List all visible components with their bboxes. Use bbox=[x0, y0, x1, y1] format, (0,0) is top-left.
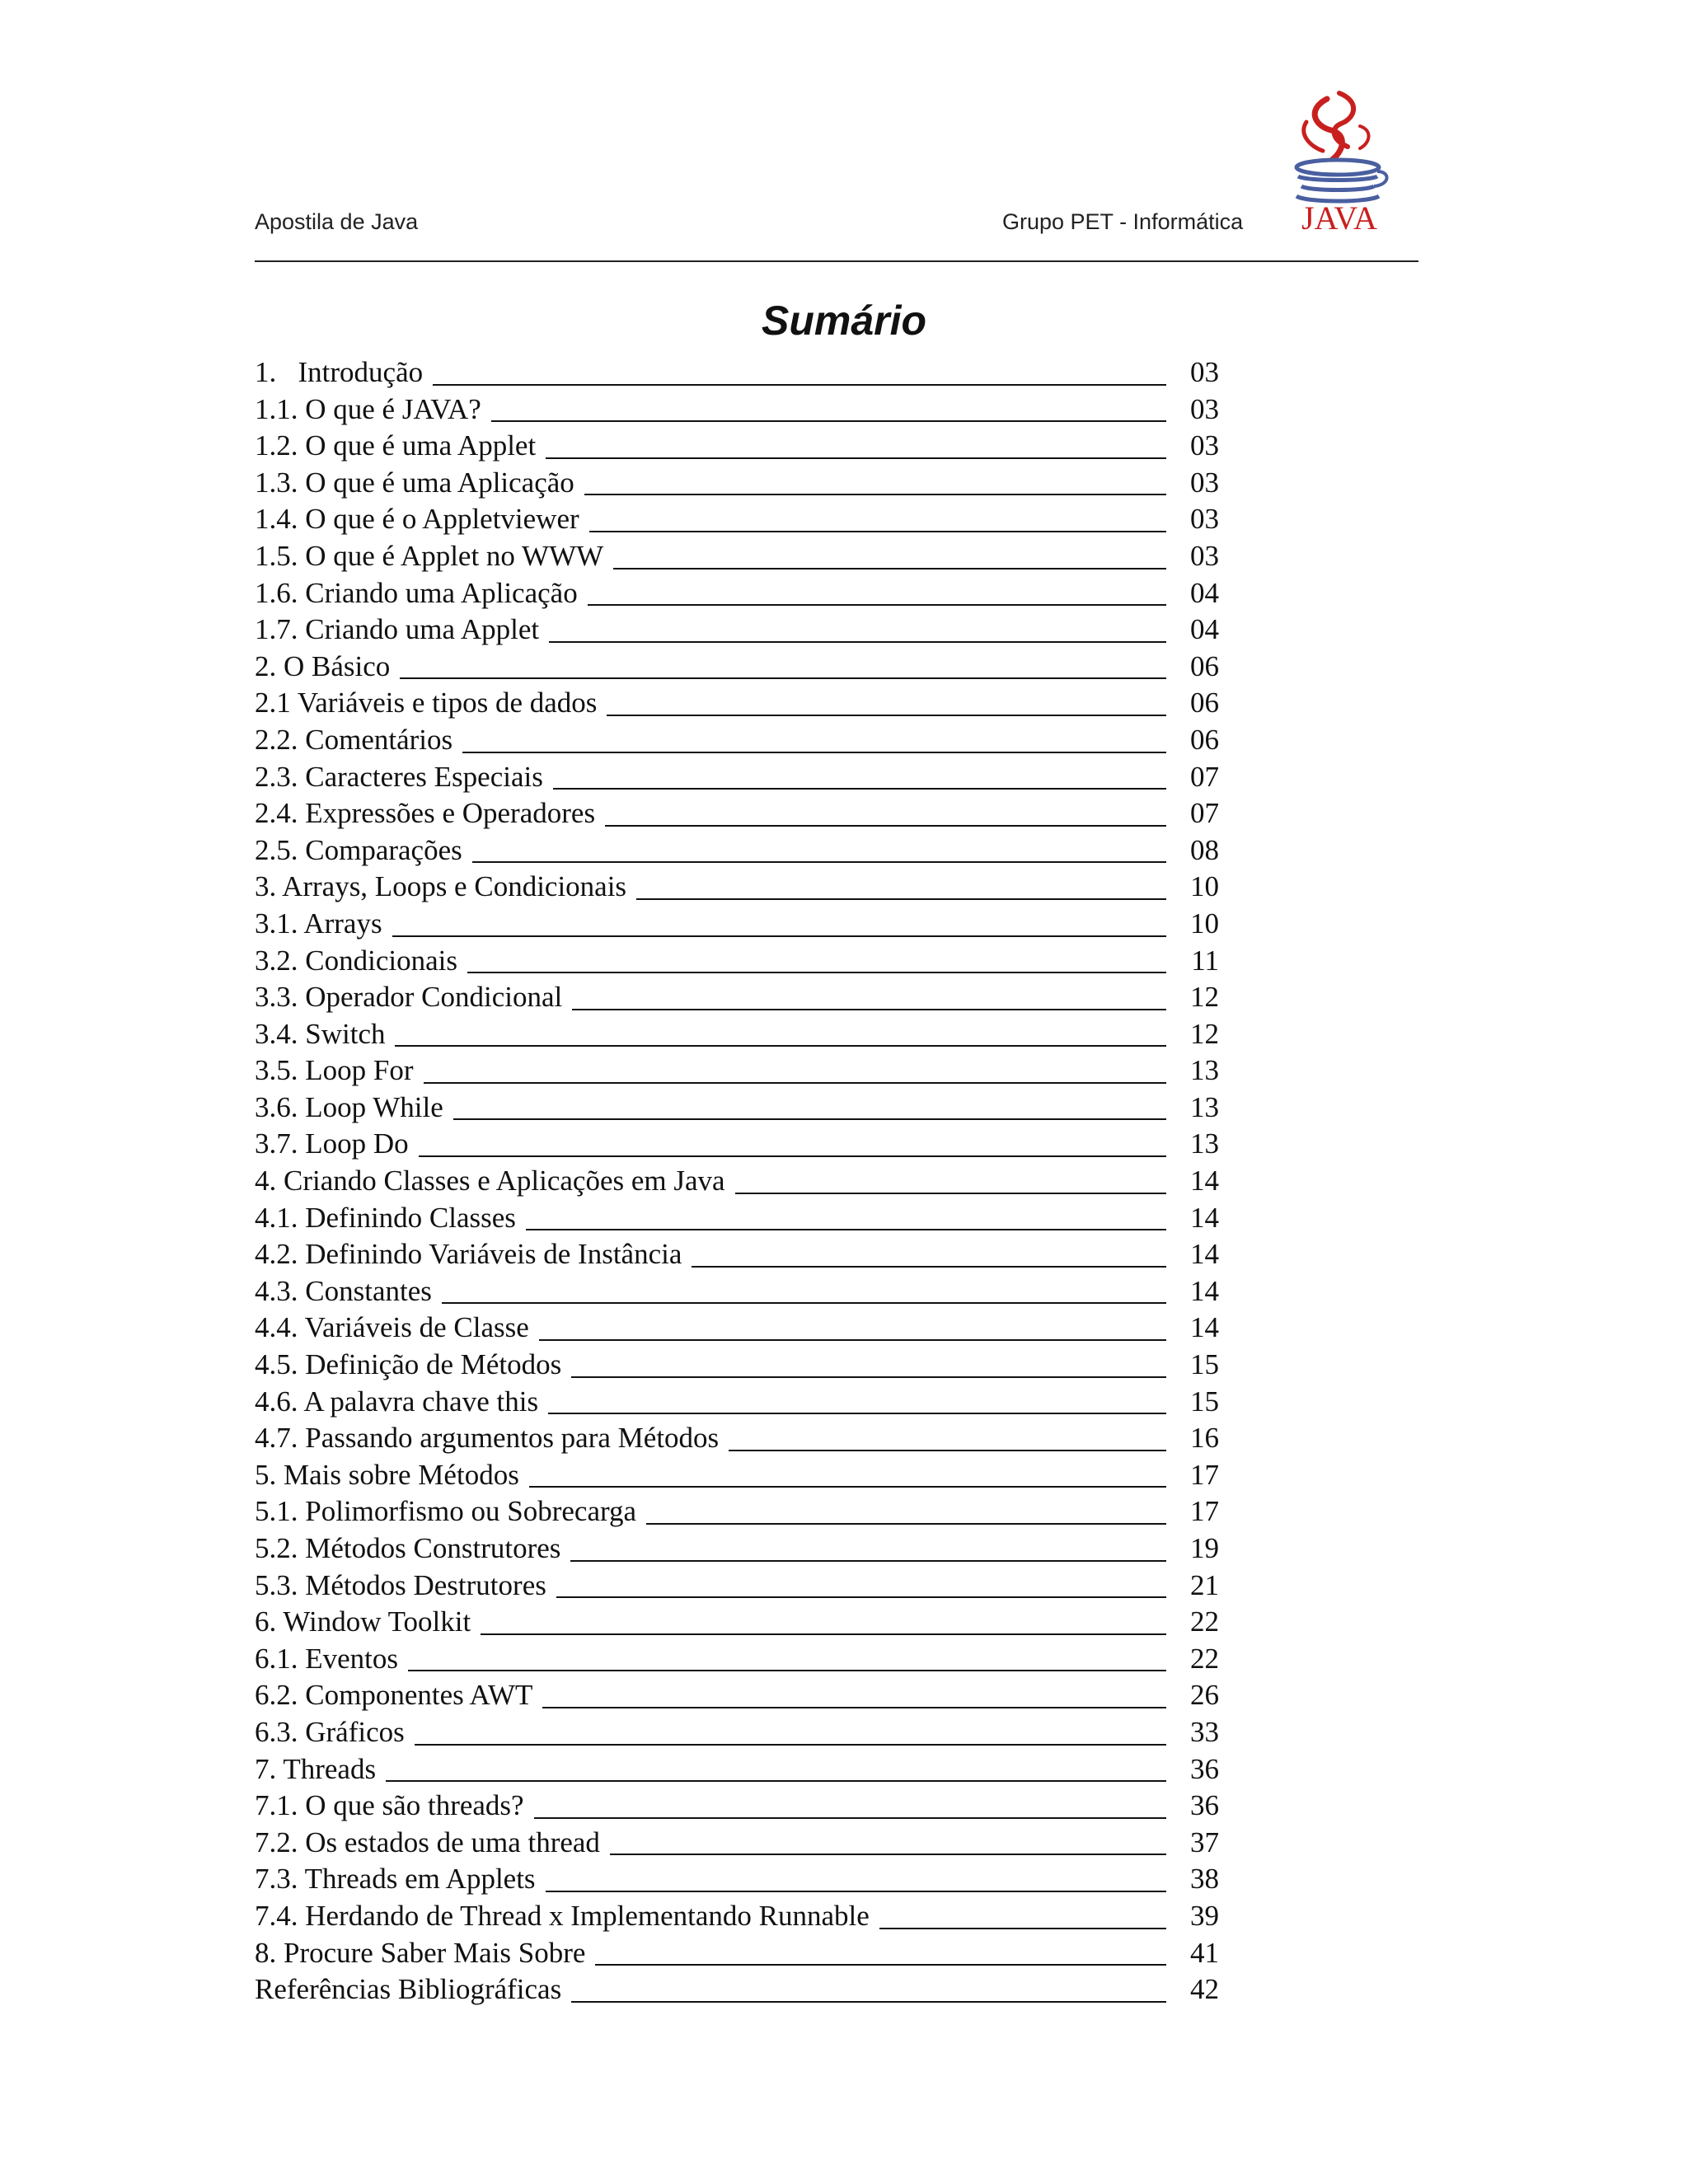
toc-entry-page: 03 bbox=[1190, 429, 1219, 462]
toc-leader-line bbox=[491, 420, 1166, 422]
toc-entry-label: 3.6. Loop While bbox=[255, 1090, 443, 1123]
toc-entry-page: 06 bbox=[1190, 723, 1219, 756]
toc-entry[interactable] bbox=[255, 1200, 1219, 1237]
toc-entry-page: 14 bbox=[1190, 1311, 1219, 1344]
toc-entry[interactable] bbox=[255, 1273, 1219, 1310]
toc-leader-line bbox=[735, 1193, 1166, 1194]
toc-entry-label: 7.1. O que são threads? bbox=[255, 1789, 524, 1822]
toc-entry[interactable] bbox=[255, 1052, 1219, 1090]
toc-entry[interactable] bbox=[255, 649, 1219, 686]
toc-entry-label: 3.4. Switch bbox=[255, 1017, 386, 1050]
toc-leader-line bbox=[646, 1523, 1166, 1525]
header-left-title: Apostila de Java bbox=[255, 209, 419, 234]
toc-entry[interactable] bbox=[255, 1971, 1219, 2008]
toc-leader-line bbox=[605, 825, 1166, 827]
toc-entry[interactable] bbox=[255, 1163, 1219, 1200]
toc-entry-label: 2.3. Caracteres Especiais bbox=[255, 760, 543, 793]
toc-entry[interactable] bbox=[255, 391, 1219, 429]
toc-entry-label: 1.1. O que é JAVA? bbox=[255, 392, 481, 425]
toc-entry[interactable] bbox=[255, 1530, 1219, 1568]
toc-leader-line bbox=[424, 1082, 1167, 1084]
toc-leader-line bbox=[879, 1928, 1166, 1929]
toc-entry-label: 5. Mais sobre Métodos bbox=[255, 1458, 519, 1491]
toc-entry[interactable] bbox=[255, 1493, 1219, 1530]
toc-entry-label: 5.3. Métodos Destrutores bbox=[255, 1568, 546, 1601]
toc-entry-page: 26 bbox=[1190, 1679, 1219, 1712]
toc-entry-page: 14 bbox=[1190, 1238, 1219, 1271]
toc-entry[interactable] bbox=[255, 1825, 1219, 1862]
toc-entry-label: 4. Criando Classes e Aplicações em Java bbox=[255, 1165, 725, 1197]
toc-entry-label: 1.5. O que é Applet no WWW bbox=[255, 539, 604, 572]
toc-entry[interactable] bbox=[255, 685, 1219, 722]
toc-leader-line bbox=[395, 1045, 1166, 1047]
toc-entry-label: 1.7. Criando uma Applet bbox=[255, 613, 540, 646]
toc-entry-label: 3. Arrays, Loops e Condicionais bbox=[255, 870, 627, 903]
toc-leader-line bbox=[692, 1266, 1166, 1268]
toc-entry-page: 03 bbox=[1190, 466, 1219, 499]
toc-leader-line bbox=[419, 1155, 1166, 1157]
toc-entry[interactable] bbox=[255, 1788, 1219, 1825]
toc-entry-page: 10 bbox=[1190, 907, 1219, 940]
toc-entry-page: 33 bbox=[1190, 1715, 1219, 1748]
toc-entry-page: 19 bbox=[1190, 1532, 1219, 1564]
toc-entry-label: 2.4. Expressões e Operadores bbox=[255, 797, 596, 830]
toc-entry-label: 1.6. Criando uma Aplicação bbox=[255, 576, 578, 609]
toc-entry-page: 15 bbox=[1190, 1385, 1219, 1418]
toc-entry-label: 4.5. Definição de Métodos bbox=[255, 1348, 562, 1381]
toc-entry-label: 7.2. Os estados de uma thread bbox=[255, 1825, 600, 1858]
toc-entry-label: 4.3. Constantes bbox=[255, 1274, 432, 1307]
toc-entry[interactable] bbox=[255, 1604, 1219, 1641]
toc-entry-page: 12 bbox=[1190, 981, 1219, 1014]
toc-leader-line bbox=[636, 898, 1166, 900]
toc-entry[interactable] bbox=[255, 1568, 1219, 1605]
toc-leader-line bbox=[400, 677, 1166, 679]
toc-entry-label: 8. Procure Saber Mais Sobre bbox=[255, 1936, 586, 1969]
toc-entry[interactable] bbox=[255, 869, 1219, 906]
toc-leader-line bbox=[386, 1780, 1166, 1782]
toc-leader-line bbox=[613, 568, 1166, 569]
toc-entry[interactable] bbox=[255, 1236, 1219, 1273]
toc-entry-label: 3.7. Loop Do bbox=[255, 1127, 409, 1160]
toc-entry-page: 03 bbox=[1190, 356, 1219, 388]
table-of-contents bbox=[255, 354, 1219, 2008]
toc-entry-page: 22 bbox=[1190, 1605, 1219, 1638]
toc-leader-line bbox=[548, 1413, 1166, 1414]
toc-entry-label: Referências Bibliográficas bbox=[255, 1973, 562, 2006]
toc-entry[interactable] bbox=[255, 1016, 1219, 1053]
toc-entry-page: 07 bbox=[1190, 760, 1219, 793]
toc-entry[interactable] bbox=[255, 906, 1219, 943]
toc-entry[interactable] bbox=[255, 943, 1219, 980]
toc-entry-label: 7.3. Threads em Applets bbox=[255, 1863, 536, 1896]
toc-entry-page: 22 bbox=[1190, 1642, 1219, 1675]
toc-entry-label: 7.4. Herdando de Thread x Implementando Runnable bbox=[255, 1899, 870, 1932]
toc-entry-page: 07 bbox=[1190, 797, 1219, 830]
header-divider bbox=[255, 260, 1418, 262]
toc-entry[interactable] bbox=[255, 1126, 1219, 1163]
toc-entry-page: 12 bbox=[1190, 1017, 1219, 1050]
toc-leader-line bbox=[462, 752, 1166, 753]
toc-entry-label: 6.1. Eventos bbox=[255, 1642, 399, 1675]
toc-entry[interactable] bbox=[255, 1751, 1219, 1788]
toc-entry-label: 3.2. Condicionais bbox=[255, 944, 457, 977]
toc-entry-page: 36 bbox=[1190, 1789, 1219, 1822]
toc-entry-label: 4.7. Passando argumentos para Métodos bbox=[255, 1422, 720, 1455]
toc-entry-label: 1.2. O que é uma Applet bbox=[255, 429, 537, 462]
toc-entry-page: 03 bbox=[1190, 392, 1219, 425]
toc-entry[interactable] bbox=[255, 612, 1219, 649]
toc-entry[interactable] bbox=[255, 722, 1219, 759]
toc-entry-page: 13 bbox=[1190, 1054, 1219, 1087]
toc-entry-page: 16 bbox=[1190, 1422, 1219, 1455]
java-logo-icon bbox=[1282, 89, 1397, 233]
toc-entry-label: 4.2. Definindo Variáveis de Instância bbox=[255, 1238, 682, 1271]
toc-entry-page: 04 bbox=[1190, 613, 1219, 646]
toc-entry[interactable] bbox=[255, 538, 1219, 575]
toc-entry-page: 38 bbox=[1190, 1863, 1219, 1896]
toc-entry-page: 03 bbox=[1190, 503, 1219, 536]
toc-leader-line bbox=[549, 641, 1166, 643]
toc-leader-line bbox=[570, 1560, 1166, 1562]
toc-leader-line bbox=[453, 1118, 1166, 1120]
toc-leader-line bbox=[553, 788, 1166, 790]
toc-entry[interactable] bbox=[255, 1677, 1219, 1714]
toc-entry-label: 3.3. Operador Condicional bbox=[255, 981, 563, 1014]
toc-entry-label: 5.1. Polimorfismo ou Sobrecarga bbox=[255, 1495, 637, 1528]
toc-entry-label: 6.3. Gráficos bbox=[255, 1715, 405, 1748]
toc-entry[interactable] bbox=[255, 465, 1219, 502]
toc-leader-line bbox=[529, 1486, 1166, 1488]
toc-entry[interactable] bbox=[255, 1347, 1219, 1384]
toc-leader-line bbox=[595, 1964, 1166, 1966]
header-right-title: Grupo PET - Informática bbox=[1002, 209, 1244, 234]
toc-leader-line bbox=[546, 1891, 1166, 1892]
toc-leader-line bbox=[607, 715, 1166, 716]
toc-leader-line bbox=[556, 1596, 1166, 1598]
toc-entry[interactable] bbox=[255, 1310, 1219, 1347]
toc-leader-line bbox=[481, 1633, 1166, 1635]
toc-entry-page: 13 bbox=[1190, 1090, 1219, 1123]
toc-leader-line bbox=[584, 494, 1166, 495]
toc-entry-page: 10 bbox=[1190, 870, 1219, 903]
toc-entry[interactable] bbox=[255, 979, 1219, 1016]
toc-entry-label: 1. Introdução bbox=[255, 356, 424, 388]
toc-leader-line bbox=[589, 531, 1166, 532]
toc-leader-line bbox=[415, 1744, 1166, 1746]
toc-entry-page: 21 bbox=[1190, 1568, 1219, 1601]
toc-entry[interactable] bbox=[255, 501, 1219, 538]
toc-entry-label: 4.1. Definindo Classes bbox=[255, 1201, 516, 1234]
toc-entry-label: 5.2. Métodos Construtores bbox=[255, 1532, 561, 1564]
toc-entry-label: 2.2. Comentários bbox=[255, 723, 453, 756]
toc-entry-label: 2.1 Variáveis e tipos de dados bbox=[255, 687, 598, 719]
toc-leader-line bbox=[610, 1854, 1166, 1855]
toc-entry-page: 11 bbox=[1191, 944, 1219, 977]
toc-entry[interactable] bbox=[255, 832, 1219, 869]
toc-entry-page: 39 bbox=[1190, 1899, 1219, 1932]
toc-leader-line bbox=[542, 1707, 1166, 1708]
toc-leader-line bbox=[472, 861, 1166, 863]
toc-leader-line bbox=[572, 1009, 1166, 1010]
toc-entry-page: 37 bbox=[1190, 1825, 1219, 1858]
toc-leader-line bbox=[392, 935, 1166, 937]
java-logo-text: JAVA bbox=[1301, 199, 1377, 233]
toc-leader-line bbox=[588, 604, 1166, 606]
toc-entry[interactable] bbox=[255, 1641, 1219, 1678]
toc-leader-line bbox=[571, 1376, 1166, 1378]
toc-leader-line bbox=[467, 972, 1166, 973]
toc-entry-label: 3.5. Loop For bbox=[255, 1054, 414, 1087]
toc-entry[interactable] bbox=[255, 1090, 1219, 1127]
toc-leader-line bbox=[546, 457, 1166, 459]
toc-leader-line bbox=[729, 1450, 1166, 1451]
toc-entry-label: 6. Window Toolkit bbox=[255, 1605, 471, 1638]
toc-entry-page: 41 bbox=[1190, 1936, 1219, 1969]
toc-entry-page: 15 bbox=[1190, 1348, 1219, 1381]
toc-entry-page: 13 bbox=[1190, 1127, 1219, 1160]
toc-entry[interactable] bbox=[255, 1714, 1219, 1751]
toc-entry-label: 2. O Básico bbox=[255, 649, 391, 682]
toc-entry-label: 3.1. Arrays bbox=[255, 907, 382, 940]
toc-entry[interactable] bbox=[255, 1861, 1219, 1898]
toc-entry-page: 14 bbox=[1190, 1165, 1219, 1197]
toc-entry[interactable] bbox=[255, 354, 1219, 391]
toc-entry[interactable] bbox=[255, 759, 1219, 796]
toc-entry[interactable] bbox=[255, 575, 1219, 612]
toc-entry[interactable] bbox=[255, 1384, 1219, 1421]
toc-entry-page: 17 bbox=[1190, 1495, 1219, 1528]
toc-entry-page: 06 bbox=[1190, 649, 1219, 682]
toc-entry[interactable] bbox=[255, 1935, 1219, 1972]
toc-entry-label: 6.2. Componentes AWT bbox=[255, 1679, 533, 1712]
toc-entry[interactable] bbox=[255, 795, 1219, 832]
toc-leader-line bbox=[526, 1229, 1166, 1230]
toc-entry-label: 2.5. Comparações bbox=[255, 833, 462, 866]
toc-entry[interactable] bbox=[255, 1898, 1219, 1935]
toc-entry-label: 4.4. Variáveis de Classe bbox=[255, 1311, 529, 1344]
toc-entry-label: 1.3. O que é uma Aplicação bbox=[255, 466, 574, 499]
toc-entry-label: 1.4. O que é o Appletviewer bbox=[255, 503, 579, 536]
toc-entry[interactable] bbox=[255, 1457, 1219, 1494]
toc-entry-page: 17 bbox=[1190, 1458, 1219, 1491]
toc-entry-page: 08 bbox=[1190, 833, 1219, 866]
toc-entry-page: 14 bbox=[1190, 1274, 1219, 1307]
toc-entry[interactable] bbox=[255, 1420, 1219, 1457]
toc-entry-page: 04 bbox=[1190, 576, 1219, 609]
toc-entry-page: 03 bbox=[1190, 539, 1219, 572]
toc-entry[interactable] bbox=[255, 428, 1219, 465]
toc-leader-line bbox=[442, 1302, 1166, 1304]
toc-entry-page: 14 bbox=[1190, 1201, 1219, 1234]
toc-leader-line bbox=[539, 1339, 1166, 1341]
toc-entry-label: 4.6. A palavra chave this bbox=[255, 1385, 539, 1418]
toc-leader-line bbox=[433, 384, 1166, 386]
toc-entry-page: 36 bbox=[1190, 1752, 1219, 1785]
toc-leader-line bbox=[534, 1817, 1166, 1819]
toc-leader-line bbox=[408, 1670, 1166, 1671]
page-title: Sumário bbox=[761, 298, 927, 344]
toc-entry-page: 06 bbox=[1190, 687, 1219, 719]
toc-leader-line bbox=[571, 2001, 1166, 2003]
toc-entry-page: 42 bbox=[1190, 1973, 1219, 2006]
toc-entry-label: 7. Threads bbox=[255, 1752, 377, 1785]
